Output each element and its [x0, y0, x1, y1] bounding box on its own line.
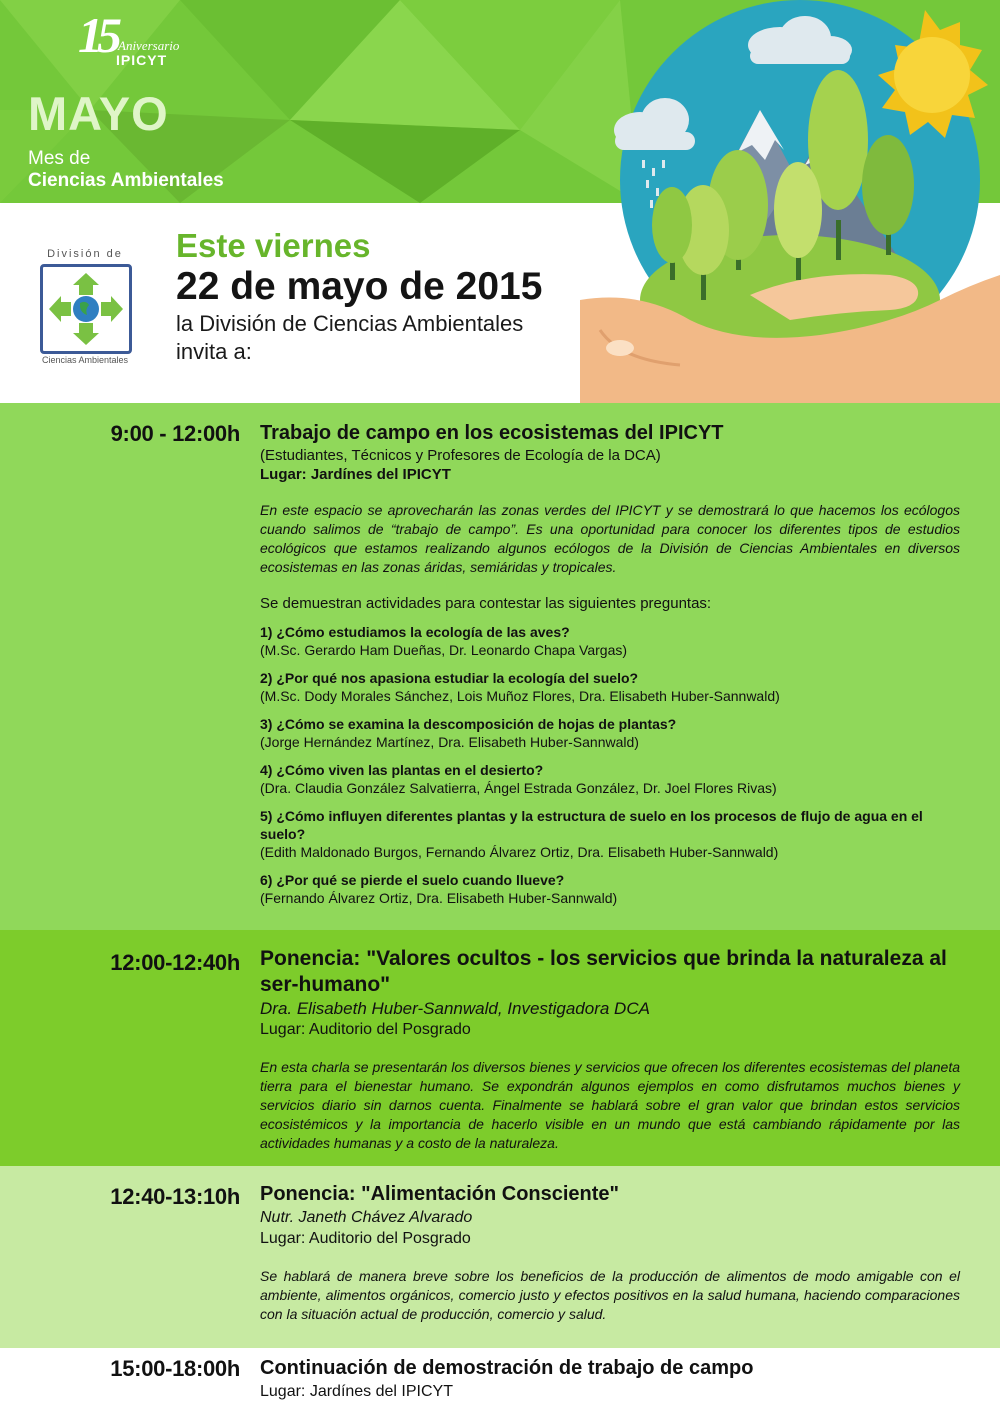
- event-description: En este espacio se aprovecharán las zonas verdes del IPICYT y se demostrará lo que hacemos los ecólogos cuando salimos de “trabajo de campo”. Es una oportunidad para conocer los diferentes tipos de estudios ecológicos que estamos realizando algunos ecólogos de la División de Ciencias Ambientales en diversos ecosistemas en las zonas áridas, semiáridas y tropicales.: [260, 502, 960, 575]
- logo-top-text: División de: [47, 248, 123, 260]
- event-title: Continuación de demostración de trabajo de campo: [260, 1357, 754, 1379]
- question-item: [260, 807, 960, 861]
- recycle-globe-icon: [40, 264, 132, 354]
- invitation-line2: invita a:: [176, 339, 252, 364]
- question-authors: (Fernando Álvarez Ortiz, Dra. Elisabeth Huber-Sannwald): [260, 890, 618, 906]
- event-speaker: Nutr. Janeth Chávez Alvarado: [260, 1209, 473, 1226]
- event-place: Lugar: Jardínes del IPICYT: [260, 1383, 453, 1400]
- question-authors: (Dra. Claudia González Salvatierra, Ángel Estrada González, Dr. Joel Flores Rivas): [260, 780, 777, 796]
- question-title: 1) ¿Cómo estudiamos la ecología de las aves?: [260, 624, 570, 640]
- event-description: En esta charla se presentarán los diversos bienes y servicios que ofrecen los diferentes ecosistemas del planeta tierra para el bienestar humano. Se expondrán algunos ejemplos en como disfrutamos muchos bienes y servicios diario sin darnos cuenta. Finalmente se hablará sobre el gran valor que brindan estos servicios ecosistémicos y la importancia de hacerlo visible en un mundo que está cambiando rápidamente por las actividades humanas y a costo de la naturaleza.: [260, 1059, 960, 1151]
- question-title: 6) ¿Por qué se pierde el suelo cuando llueve?: [260, 872, 565, 888]
- event-block-3: [0, 1166, 1000, 1348]
- question-item: [260, 623, 960, 659]
- anniversary-label: Aniversario: [118, 38, 180, 53]
- event-title: Ponencia: "Valores ocultos - los servicios que brinda la naturaleza al ser-humano": [260, 947, 947, 996]
- event-title: Trabajo de campo en los ecosistemas del IPICYT: [260, 422, 724, 444]
- rain-cloud-icon: [614, 98, 695, 150]
- question-title: 5) ¿Cómo influyen diferentes plantas y la estructura de suelo en los procesos de flujo de agua en el suelo?: [260, 808, 923, 842]
- logo-bottom-text: Ciencias Ambientales: [41, 355, 129, 365]
- event-time: 15:00-18:00h: [110, 1356, 240, 1381]
- event-block-1: [0, 403, 1000, 930]
- question-item: [260, 715, 960, 751]
- question-item: [260, 871, 960, 907]
- question-authors: (Edith Maldonado Burgos, Fernando Álvarez Ortiz, Dra. Elisabeth Huber-Sannwald): [260, 844, 779, 860]
- event-speaker: Dra. Elisabeth Huber-Sannwald, Investigadora DCA: [260, 999, 650, 1018]
- event-place: Lugar: Auditorio del Posgrado: [260, 1230, 471, 1247]
- question-title: 4) ¿Cómo viven las plantas en el desierto?: [260, 762, 544, 778]
- division-logo: [32, 248, 138, 368]
- intro-section: [0, 203, 1000, 403]
- anniversary-org: IPICYT: [116, 52, 168, 68]
- event-time: 12:40-13:10h: [110, 1184, 240, 1209]
- invitation-line1: la División de Ciencias Ambientales: [176, 311, 524, 336]
- anniversary-number: 15: [78, 7, 116, 63]
- event-audience: (Estudiantes, Técnicos y Profesores de Ecología de la DCA): [260, 447, 661, 464]
- month-subtitle-line1: Mes de: [28, 148, 91, 169]
- question-title: 2) ¿Por qué nos apasiona estudiar la ecología del suelo?: [260, 670, 639, 686]
- event-description: Se hablará de manera breve sobre los beneficios de la producción de alimentos de modo amigable con el ambiente, alimentos orgánicos, comercio justo y efectos positivos en la salud humana, haciendo comparaciones con la situación actual de producción, comercio y salud.: [260, 1268, 960, 1322]
- question-authors: (M.Sc. Dody Morales Sánchez, Lois Muñoz Flores, Dra. Elisabeth Huber-Sannwald): [260, 688, 780, 704]
- event-title: Ponencia: "Alimentación Consciente": [260, 1183, 620, 1205]
- question-authors: (M.Sc. Gerardo Ham Dueñas, Dr. Leonardo Chapa Vargas): [260, 642, 628, 658]
- event-place: Lugar: Auditorio del Posgrado: [260, 1021, 471, 1038]
- event-place: Lugar: Jardínes del IPICYT: [260, 466, 451, 483]
- event-block-2: [0, 930, 1000, 1166]
- question-item: [260, 669, 960, 705]
- question-item: [260, 761, 960, 797]
- month-title: MAYO: [28, 87, 169, 140]
- question-authors: (Jorge Hernández Martínez, Dra. Elisabeth Huber-Sannwald): [260, 734, 639, 750]
- event-block-4: [0, 1348, 1000, 1419]
- event-time: 12:00-12:40h: [110, 950, 240, 975]
- month-subtitle-line2: Ciencias Ambientales: [28, 170, 224, 191]
- event-day: Este viernes: [176, 227, 371, 264]
- question-title: 3) ¿Cómo se examina la descomposición de hojas de plantas?: [260, 716, 677, 732]
- questions-intro: Se demuestran actividades para contestar las siguientes preguntas:: [260, 595, 712, 612]
- event-date: 22 de mayo de 2015: [176, 265, 543, 308]
- anniversary-logo: [78, 7, 198, 74]
- event-time: 9:00 - 12:00h: [110, 421, 240, 446]
